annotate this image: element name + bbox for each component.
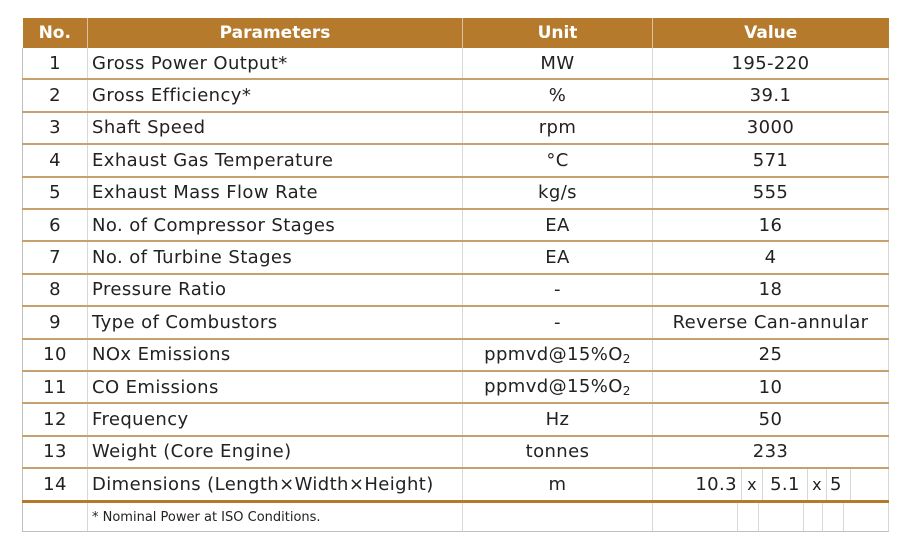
row-number: 12 bbox=[23, 403, 88, 435]
table-row bbox=[23, 306, 889, 338]
parameter-value: 10 bbox=[653, 371, 889, 403]
table-header bbox=[23, 18, 889, 48]
footnote-empty-cell bbox=[653, 502, 889, 532]
parameter-name: Dimensions (Length×Width×Height) bbox=[88, 468, 463, 502]
parameter-name: No. of Turbine Stages bbox=[88, 241, 463, 273]
unit-subscript: 2 bbox=[622, 384, 631, 399]
parameter-unit: - bbox=[463, 274, 653, 306]
table-row bbox=[23, 371, 889, 403]
parameter-unit: rpm bbox=[463, 112, 653, 144]
parameter-unit: Hz bbox=[463, 403, 653, 435]
specifications-table bbox=[22, 18, 889, 532]
parameter-name: Frequency bbox=[88, 403, 463, 435]
parameter-name: Gross Power Output* bbox=[88, 48, 463, 79]
footnote: * Nominal Power at ISO Conditions. bbox=[88, 502, 463, 532]
parameter-value: 3000 bbox=[653, 112, 889, 144]
dimension-spacer bbox=[851, 469, 888, 500]
table-row bbox=[23, 274, 889, 306]
table-row bbox=[23, 436, 889, 468]
row-number: 3 bbox=[23, 112, 88, 144]
footnote-empty-cell bbox=[23, 502, 88, 532]
dimension-length: 10.3 bbox=[695, 474, 737, 496]
row-number: 5 bbox=[23, 177, 88, 209]
row-number: 11 bbox=[23, 371, 88, 403]
parameter-value: 39.1 bbox=[653, 79, 889, 111]
parameter-value: 4 bbox=[653, 241, 889, 273]
header-parameters: Parameters bbox=[88, 18, 463, 48]
dimension-separator: x bbox=[807, 469, 827, 500]
row-number: 1 bbox=[23, 48, 88, 79]
parameter-value: 555 bbox=[653, 177, 889, 209]
dimension-height: 5 bbox=[827, 469, 851, 500]
unit-main: ppmvd@15%O bbox=[484, 376, 623, 398]
dimension-width: 5.1 bbox=[770, 474, 800, 496]
parameter-unit: EA bbox=[463, 241, 653, 273]
parameter-value: 25 bbox=[653, 339, 889, 371]
parameter-unit: tonnes bbox=[463, 436, 653, 468]
footnote-row bbox=[23, 502, 889, 532]
parameter-value: 571 bbox=[653, 144, 889, 176]
footnote-empty-cell bbox=[463, 502, 653, 532]
row-number: 6 bbox=[23, 209, 88, 241]
parameter-name: CO Emissions bbox=[88, 371, 463, 403]
row-number: 14 bbox=[23, 468, 88, 502]
table-row bbox=[23, 79, 889, 111]
parameter-name: NOx Emissions bbox=[88, 339, 463, 371]
unit-subscript: 2 bbox=[622, 351, 631, 366]
table-row bbox=[23, 209, 889, 241]
parameter-value: 16 bbox=[653, 209, 889, 241]
parameter-unit: EA bbox=[463, 209, 653, 241]
row-number: 7 bbox=[23, 241, 88, 273]
parameter-value: Reverse Can-annular bbox=[653, 306, 889, 338]
row-number: 13 bbox=[23, 436, 88, 468]
table-row bbox=[23, 177, 889, 209]
parameter-unit: m bbox=[463, 468, 653, 502]
parameter-value: 233 bbox=[653, 436, 889, 468]
parameter-name: Exhaust Gas Temperature bbox=[88, 144, 463, 176]
table-row bbox=[23, 339, 889, 371]
parameter-unit: - bbox=[463, 306, 653, 338]
parameter-name: Type of Combustors bbox=[88, 306, 463, 338]
parameter-unit bbox=[463, 339, 653, 371]
parameter-name: Weight (Core Engine) bbox=[88, 436, 463, 468]
dimension-separator: x bbox=[741, 469, 763, 500]
table-row bbox=[23, 144, 889, 176]
table-row bbox=[23, 468, 889, 502]
parameter-name: Shaft Speed bbox=[88, 112, 463, 144]
header-unit: Unit bbox=[463, 18, 653, 48]
parameter-unit: °C bbox=[463, 144, 653, 176]
table-row bbox=[23, 112, 889, 144]
parameter-name: Gross Efficiency* bbox=[88, 79, 463, 111]
table-row bbox=[23, 403, 889, 435]
row-number: 10 bbox=[23, 339, 88, 371]
parameter-name: Exhaust Mass Flow Rate bbox=[88, 177, 463, 209]
parameter-unit: MW bbox=[463, 48, 653, 79]
row-number: 4 bbox=[23, 144, 88, 176]
row-number: 9 bbox=[23, 306, 88, 338]
parameter-unit: % bbox=[463, 79, 653, 111]
table-row bbox=[23, 48, 889, 79]
parameter-unit: kg/s bbox=[463, 177, 653, 209]
parameter-value: 18 bbox=[653, 274, 889, 306]
row-number: 8 bbox=[23, 274, 88, 306]
unit-main: ppmvd@15%O bbox=[484, 343, 623, 365]
row-number: 2 bbox=[23, 79, 88, 111]
header-no: No. bbox=[23, 18, 88, 48]
parameter-name: No. of Compressor Stages bbox=[88, 209, 463, 241]
header-value: Value bbox=[653, 18, 889, 48]
dimensions-value bbox=[653, 468, 889, 502]
table-row bbox=[23, 241, 889, 273]
parameter-name: Pressure Ratio bbox=[88, 274, 463, 306]
parameter-unit bbox=[463, 371, 653, 403]
parameter-value: 195-220 bbox=[653, 48, 889, 79]
parameter-value: 50 bbox=[653, 403, 889, 435]
